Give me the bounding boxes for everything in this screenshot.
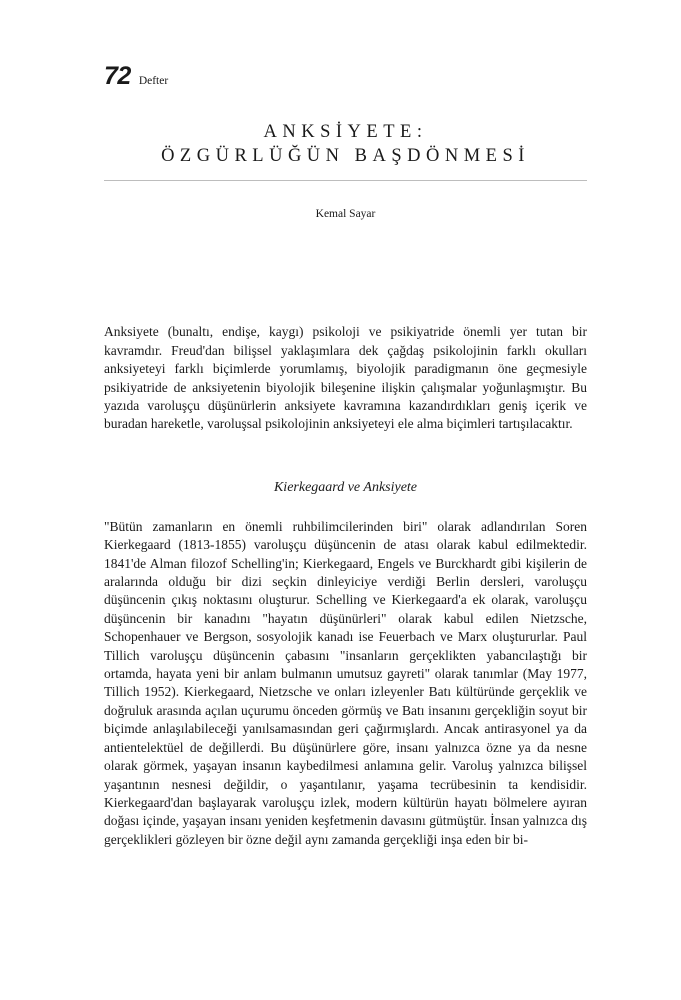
article-title [104, 120, 587, 168]
journal-page [104, 62, 587, 849]
title-divider [104, 180, 587, 181]
article-title-line-2: ÖZGÜRLÜĞÜN BAŞDÖNMESİ [161, 146, 530, 166]
section-heading: Kierkegaard ve Anksiyete [273, 479, 418, 495]
running-header [104, 62, 587, 96]
body-paragraph: "Bütün zamanların en önemli ruhbilimcilerinden biri" olarak adlandırılan Soren Kierkegaard (1813-1855) varoluşçu düşüncenin de atası olarak kabul edilmektedir. 1841'de Alman filozof Schelling'in; Kierkegaard, Engels ve Burckhardt gibi kişilerin de aralarında olduğu bir dizi seçkin dinleyiciye verdiği Berlin dersleri, varoluşçu düşüncenin çıkış noktasını oluşturur. Schelling ve Kierkegaard'a ek olarak, varoluşçu düşüncenin bir kanadını "hayatın düşünürleri" olarak kabul edilen Nietzsche, Schopenhauer ve Bergson, sosyolojik kanadı ise Feuerbach ve Marx oluştururlar. Paul Tillich varoluşçu düşüncenin çabasını "insanların gerçeklikten yabancılaştığı bir ortamda, hayata yeni bir anlam bulmanın umutsuz gayreti" olarak tanımlar (May 1977, Tillich 1952). Kierkegaard, Nietzsche ve onları izleyenler Batı kültüründe gerçeklik ve doğruluk arasında açılan uçurumu önceden görmüş ve Batı insanını gerçekliğin soyut bir biçimde anlaşılabileceği yanılsamasından geri çağırmışlardı. Ancak antirasyonel ya da antientelektüel de değillerdi. Bu düşünürlere göre, insanı yalnızca özne ya da nesne olarak görmek, yaşayan insanın kaybedilmesi anlamına gelir. Varoluş yalnızca bilişsel yaşantının nesnesi değildir, o yaşantılanır, yaşama tecrübesinin ta kendisidir. Kierkegaard'dan başlayarak varoluşçu izlek, modern kültürün hayatı bölmelere ayıran doğası içinde, yaşayan insanı yeniden keşfetmenin davasını gütmüştür. İnsan yalnızca dış gerçeklikleri gözleyen bir özne değil aynı zamanda gerçekliği inşa eden bir bi- [104, 518, 587, 847]
journal-name: Defter [138, 75, 169, 87]
abstract-paragraph: Anksiyete (bunaltı, endişe, kaygı) psikoloji ve psikiyatride önemli yer tutan bir kavramdır. Freud'dan bilişsel yaklaşımlara dek çağdaş psikolojinin farklı okulları anksiyeteyi farklı biçimlerde yorumlamış, biyolojik paradigmanın öne geçmesiyle psikiyatride de anksiyetenin biyolojik bileşenine ilişkin çalışmalar yoğunlaşmıştır. Bu yazıda varoluşçu düşünürlerin anksiyete kavramına kazandırdıkları geniş içerik ve buradan hareketle, varoluşsal psikolojinin anksiyeteyi ele alma biçimleri tartışılacaktır. [104, 324, 587, 432]
author-name: Kemal Sayar [315, 208, 376, 221]
page-number: 72 [104, 62, 131, 90]
article-title-line-1: ANKSİYETE: [263, 122, 428, 142]
